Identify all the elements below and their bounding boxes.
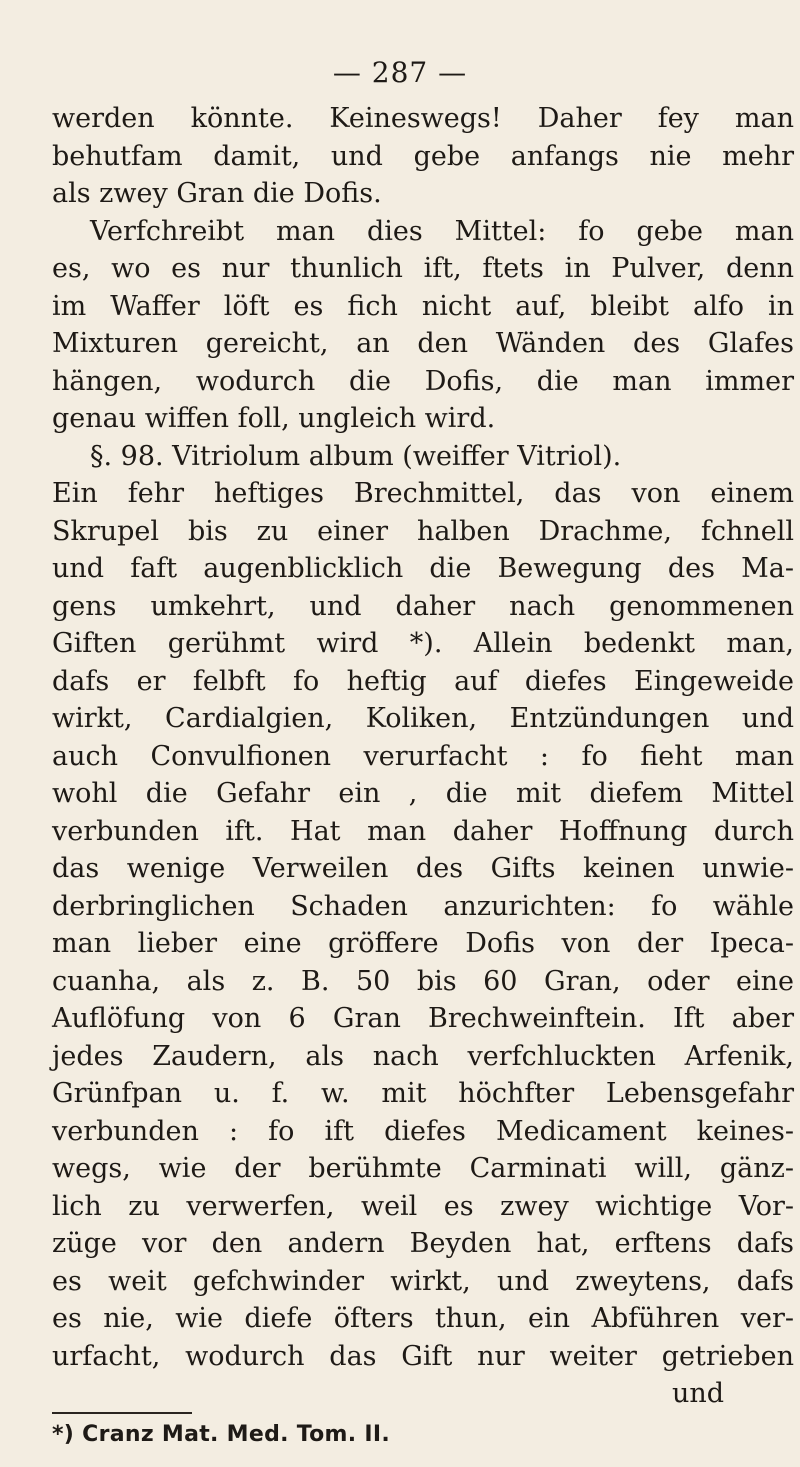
catchword: und [671,1378,724,1409]
text-line: verbunden : fo ift diefes Medicament keines- [52,1115,794,1147]
footnote-rule [52,1412,192,1414]
text-line: behutfam damit, und gebe anfangs nie mehr [52,140,794,172]
section-heading: §. 98. Vitriolum album (weiffer Vitriol). [90,440,622,472]
text-line: urfacht, wodurch das Gift nur weiter getrieben [52,1340,794,1372]
text-line: wohl die Gefahr ein , die mit diefem Mittel [52,778,794,809]
text-line: Skrupel bis zu einer halben Drachme, fchnell [52,515,794,547]
text-line: lich zu verwerfen, weil es zwey wichtige Vor- [52,1190,794,1222]
text-line: derbringlichen Schaden anzurichten: fo wähle [52,890,794,922]
text-line: auch Convulfionen verurfacht : fo fieht man [52,740,794,772]
text-line: wirkt, Cardialgien, Koliken, Entzündungen und [52,703,794,734]
text-line: genau wiffen foll, ungleich wird. [52,403,496,434]
text-line: verbunden ift. Hat man daher Hoffnung durch [52,815,794,847]
text-line: gens umkehrt, und daher nach genommenen [52,590,794,622]
text-line: cuanha, als z. B. 50 bis 60 Gran, oder eine [52,965,794,997]
text-line: es nie, wie diefe öfters thun, ein Abführen ver- [52,1303,794,1334]
text-line: das wenige Verweilen des Gifts keinen unwie- [52,853,794,884]
text-line: Mixturen gereicht, an den Wänden des Glafes [52,328,794,359]
text-line: Ein fehr heftiges Brechmittel, das von einem [52,478,794,509]
text-line: man lieber eine gröffere Dofis von der Ipeca- [52,928,794,959]
text-line: als zwey Gran die Dofis. [52,178,382,209]
page-number: — 287 — [332,56,468,89]
text-line: Verfchreibt man dies Mittel: fo gebe man [90,215,794,247]
text-line: wegs, wie der berühmte Carminati will, gänz- [52,1153,794,1184]
text-line: Auflöfung von 6 Gran Brechweinftein. Ift aber [52,1003,794,1034]
text-line: jedes Zaudern, als nach verfchluckten Arfenik, [52,1040,794,1072]
text-line: es, wo es nur thunlich ift, ftets in Pulver, denn [52,253,794,284]
text-line: Grünfpan u. f. w. mit höchfter Lebensgefahr [52,1078,794,1109]
text-line: es weit gefchwinder wirkt, und zweytens, dafs [52,1265,794,1297]
body-text [52,100,794,1413]
text-line: hängen, wodurch die Dofis, die man immer [52,365,794,397]
text-line: im Waffer löft es fich nicht auf, bleibt alfo in [52,290,794,322]
text-line: und faft augenblicklich die Bewegung des Ma- [52,553,794,584]
footnote: *) Cranz Mat. Med. Tom. II. [52,1422,391,1447]
text-line: Giften gerühmt wird *). Allein bedenkt man, [52,628,794,659]
text-line: werden könnte. Keineswegs! Daher fey man [52,103,794,134]
text-line: züge vor den andern Beyden hat, erftens dafs [52,1228,794,1259]
text-line: dafs er felbft fo heftig auf diefes Eingeweide [52,665,794,697]
